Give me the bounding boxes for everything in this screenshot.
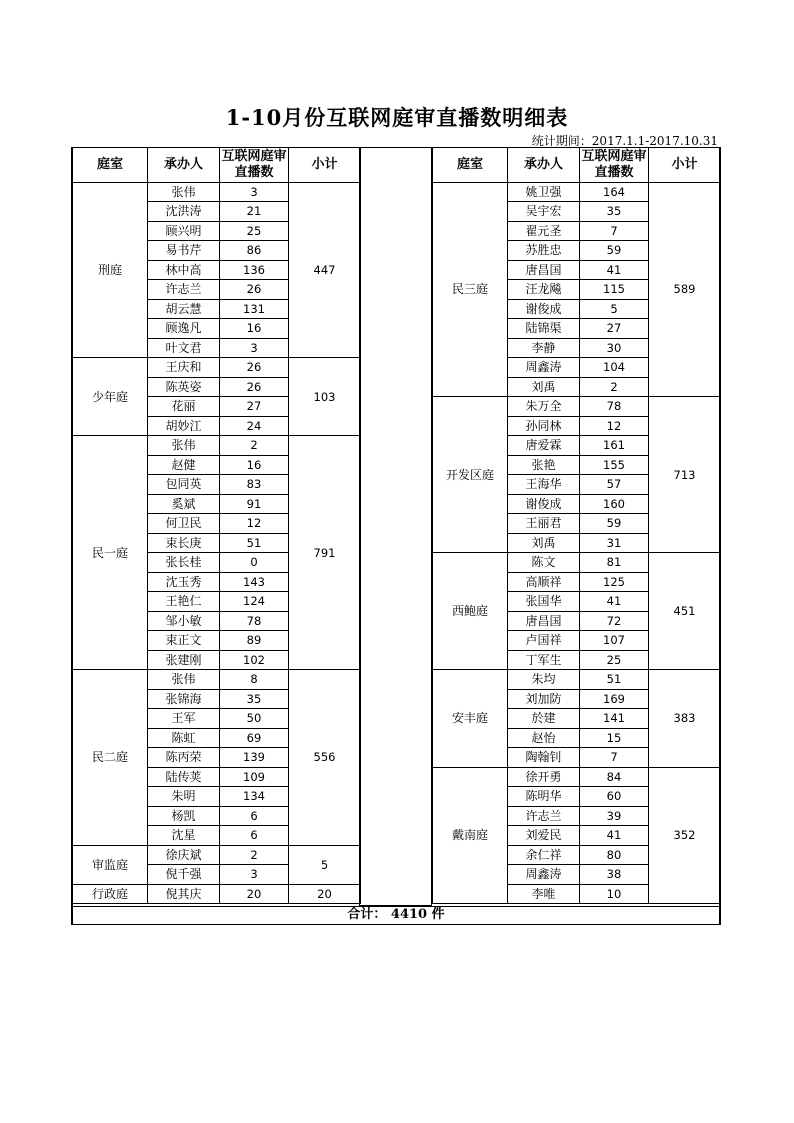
- table-row: [433, 553, 721, 573]
- broadcast-count-cell: 164: [580, 182, 649, 202]
- handler-name-cell: 朱均: [508, 670, 580, 690]
- broadcast-count-cell: 21: [220, 202, 289, 222]
- handler-name-cell: 周鑫涛: [508, 358, 580, 378]
- handler-name-cell: 杨凯: [148, 806, 220, 826]
- table-row: [73, 670, 361, 690]
- handler-name-cell: 王艳仁: [148, 592, 220, 612]
- broadcast-count-cell: 161: [580, 436, 649, 456]
- broadcast-count-cell: 80: [580, 845, 649, 865]
- total-label: 合计：: [347, 907, 387, 922]
- right-table-body: [433, 182, 721, 904]
- broadcast-count-cell: 51: [220, 533, 289, 553]
- table-row: [73, 884, 361, 904]
- handler-name-cell: 刘爱民: [508, 826, 580, 846]
- handler-name-cell: 顾兴明: [148, 221, 220, 241]
- handler-name-cell: 孙同林: [508, 416, 580, 436]
- broadcast-count-cell: 26: [220, 377, 289, 397]
- broadcast-count-cell: 72: [580, 611, 649, 631]
- handler-name-cell: 於建: [508, 709, 580, 729]
- broadcast-count-cell: 26: [220, 280, 289, 300]
- broadcast-count-cell: 107: [580, 631, 649, 651]
- handler-name-cell: 张艳: [508, 455, 580, 475]
- subtotal-cell: 383: [649, 670, 721, 768]
- handler-name-cell: 陈文: [508, 553, 580, 573]
- handler-name-cell: 许志兰: [508, 806, 580, 826]
- handler-name-cell: 何卫民: [148, 514, 220, 534]
- broadcast-count-cell: 141: [580, 709, 649, 729]
- broadcast-count-cell: 35: [580, 202, 649, 222]
- handler-name-cell: 汪龙飚: [508, 280, 580, 300]
- handler-name-cell: 谢俊成: [508, 299, 580, 319]
- court-name-cell: 少年庭: [73, 358, 148, 436]
- subtotal-cell: 20: [289, 884, 361, 904]
- subtotal-cell: 791: [289, 436, 361, 670]
- handler-name-cell: 倪千强: [148, 865, 220, 885]
- broadcast-count-cell: 39: [580, 806, 649, 826]
- header-subtotal: 小计: [649, 148, 721, 183]
- broadcast-count-cell: 2: [220, 845, 289, 865]
- header-court: 庭室: [73, 148, 148, 183]
- handler-name-cell: 张锦海: [148, 689, 220, 709]
- handler-name-cell: 高顺祥: [508, 572, 580, 592]
- handler-name-cell: 朱万全: [508, 397, 580, 417]
- handler-name-cell: 张伟: [148, 436, 220, 456]
- handler-name-cell: 陈英姿: [148, 377, 220, 397]
- court-name-cell: 刑庭: [73, 182, 148, 358]
- broadcast-count-cell: 57: [580, 475, 649, 495]
- handler-name-cell: 苏胜忠: [508, 241, 580, 261]
- handler-name-cell: 翟元圣: [508, 221, 580, 241]
- subtotal-cell: 556: [289, 670, 361, 846]
- handler-name-cell: 易书芹: [148, 241, 220, 261]
- broadcast-count-cell: 24: [220, 416, 289, 436]
- court-name-cell: 西鲍庭: [433, 553, 508, 670]
- court-name-cell: 民三庭: [433, 182, 508, 397]
- handler-name-cell: 陈明华: [508, 787, 580, 807]
- subtotal-cell: 352: [649, 767, 721, 904]
- broadcast-count-cell: 143: [220, 572, 289, 592]
- broadcast-count-cell: 27: [580, 319, 649, 339]
- handler-name-cell: 王丽君: [508, 514, 580, 534]
- grand-total-row: [72, 906, 720, 925]
- handler-name-cell: 陈虹: [148, 728, 220, 748]
- subtotal-cell: 447: [289, 182, 361, 358]
- table-row: [73, 182, 361, 202]
- broadcast-count-cell: 41: [580, 260, 649, 280]
- broadcast-count-cell: 25: [220, 221, 289, 241]
- handler-name-cell: 吴宇宏: [508, 202, 580, 222]
- handler-name-cell: 束长庚: [148, 533, 220, 553]
- court-name-cell: 民一庭: [73, 436, 148, 670]
- table-row: [433, 397, 721, 417]
- handler-name-cell: 张长桂: [148, 553, 220, 573]
- broadcast-count-cell: 160: [580, 494, 649, 514]
- subtotal-cell: 713: [649, 397, 721, 553]
- left-table-body: [73, 182, 361, 904]
- court-name-cell: 行政庭: [73, 884, 148, 904]
- broadcast-count-cell: 89: [220, 631, 289, 651]
- header-subtotal: 小计: [289, 148, 361, 183]
- handler-name-cell: 徐开勇: [508, 767, 580, 787]
- handler-name-cell: 朱明: [148, 787, 220, 807]
- handler-name-cell: 倪其庆: [148, 884, 220, 904]
- handler-name-cell: 王军: [148, 709, 220, 729]
- handler-name-cell: 张伟: [148, 670, 220, 690]
- handler-name-cell: 赵怡: [508, 728, 580, 748]
- handler-name-cell: 顾逸凡: [148, 319, 220, 339]
- handler-name-cell: 唐昌国: [508, 611, 580, 631]
- handler-name-cell: 唐昌国: [508, 260, 580, 280]
- left-detail-table: [72, 147, 361, 904]
- handler-name-cell: 陆传荚: [148, 767, 220, 787]
- handler-name-cell: 胡云慧: [148, 299, 220, 319]
- total-value: 4410: [390, 907, 428, 922]
- broadcast-count-cell: 8: [220, 670, 289, 690]
- handler-name-cell: 许志兰: [148, 280, 220, 300]
- broadcast-count-cell: 83: [220, 475, 289, 495]
- handler-name-cell: 陆锦渠: [508, 319, 580, 339]
- broadcast-count-cell: 131: [220, 299, 289, 319]
- total-unit: 件: [431, 907, 445, 922]
- broadcast-count-cell: 84: [580, 767, 649, 787]
- broadcast-count-cell: 6: [220, 826, 289, 846]
- handler-name-cell: 余仁祥: [508, 845, 580, 865]
- broadcast-count-cell: 136: [220, 260, 289, 280]
- court-name-cell: 开发区庭: [433, 397, 508, 553]
- handler-name-cell: 谢俊成: [508, 494, 580, 514]
- handler-name-cell: 陶翰钊: [508, 748, 580, 768]
- broadcast-count-cell: 86: [220, 241, 289, 261]
- handler-name-cell: 李静: [508, 338, 580, 358]
- handler-name-cell: 沈玉秀: [148, 572, 220, 592]
- handler-name-cell: 沈洪涛: [148, 202, 220, 222]
- broadcast-count-cell: 115: [580, 280, 649, 300]
- table-row: [433, 767, 721, 787]
- broadcast-count-cell: 3: [220, 182, 289, 202]
- broadcast-count-cell: 134: [220, 787, 289, 807]
- broadcast-count-cell: 26: [220, 358, 289, 378]
- broadcast-count-cell: 7: [580, 221, 649, 241]
- header-count: 互联网庭审直播数: [220, 148, 289, 183]
- broadcast-count-cell: 78: [220, 611, 289, 631]
- handler-name-cell: 徐庆斌: [148, 845, 220, 865]
- handler-name-cell: 奚斌: [148, 494, 220, 514]
- broadcast-count-cell: 51: [580, 670, 649, 690]
- handler-name-cell: 包同英: [148, 475, 220, 495]
- broadcast-count-cell: 81: [580, 553, 649, 573]
- handler-name-cell: 张建刚: [148, 650, 220, 670]
- table-row: [73, 436, 361, 456]
- subtotal-cell: 103: [289, 358, 361, 436]
- court-name-cell: 戴南庭: [433, 767, 508, 904]
- broadcast-count-cell: 0: [220, 553, 289, 573]
- broadcast-count-cell: 59: [580, 514, 649, 534]
- broadcast-count-cell: 16: [220, 455, 289, 475]
- broadcast-count-cell: 169: [580, 689, 649, 709]
- broadcast-count-cell: 16: [220, 319, 289, 339]
- broadcast-count-cell: 35: [220, 689, 289, 709]
- broadcast-count-cell: 15: [580, 728, 649, 748]
- handler-name-cell: 周鑫涛: [508, 865, 580, 885]
- broadcast-count-cell: 104: [580, 358, 649, 378]
- handler-name-cell: 赵健: [148, 455, 220, 475]
- column-separator: [359, 147, 432, 906]
- broadcast-count-cell: 25: [580, 650, 649, 670]
- handler-name-cell: 姚卫强: [508, 182, 580, 202]
- broadcast-count-cell: 102: [220, 650, 289, 670]
- table-row: [73, 845, 361, 865]
- page-title: 1-10月份互联网庭审直播数明细表: [225, 105, 569, 130]
- handler-name-cell: 王海华: [508, 475, 580, 495]
- broadcast-count-cell: 124: [220, 592, 289, 612]
- broadcast-count-cell: 60: [580, 787, 649, 807]
- broadcast-count-cell: 3: [220, 338, 289, 358]
- header-court: 庭室: [433, 148, 508, 183]
- handler-name-cell: 陈丙荣: [148, 748, 220, 768]
- handler-name-cell: 束正文: [148, 631, 220, 651]
- court-name-cell: 民二庭: [73, 670, 148, 846]
- subtotal-cell: 589: [649, 182, 721, 397]
- broadcast-count-cell: 41: [580, 592, 649, 612]
- broadcast-count-cell: 38: [580, 865, 649, 885]
- broadcast-count-cell: 2: [220, 436, 289, 456]
- handler-name-cell: 沈星: [148, 826, 220, 846]
- handler-name-cell: 卢国祥: [508, 631, 580, 651]
- broadcast-count-cell: 2: [580, 377, 649, 397]
- statistics-period: 统计期间：2017.1.1-2017.10.31: [531, 134, 718, 148]
- table-row: [433, 670, 721, 690]
- header-handler: 承办人: [148, 148, 220, 183]
- handler-name-cell: 刘禹: [508, 533, 580, 553]
- court-name-cell: 审监庭: [73, 845, 148, 884]
- handler-name-cell: 胡妙江: [148, 416, 220, 436]
- handler-name-cell: 叶文君: [148, 338, 220, 358]
- table-row: [73, 358, 361, 378]
- handler-name-cell: 唐爱霖: [508, 436, 580, 456]
- subtotal-cell: 451: [649, 553, 721, 670]
- broadcast-count-cell: 155: [580, 455, 649, 475]
- broadcast-count-cell: 41: [580, 826, 649, 846]
- court-name-cell: 安丰庭: [433, 670, 508, 768]
- broadcast-count-cell: 69: [220, 728, 289, 748]
- handler-name-cell: 刘禹: [508, 377, 580, 397]
- broadcast-count-cell: 12: [220, 514, 289, 534]
- broadcast-count-cell: 125: [580, 572, 649, 592]
- handler-name-cell: 李唯: [508, 884, 580, 904]
- broadcast-count-cell: 30: [580, 338, 649, 358]
- header-handler: 承办人: [508, 148, 580, 183]
- broadcast-count-cell: 139: [220, 748, 289, 768]
- broadcast-count-cell: 3: [220, 865, 289, 885]
- broadcast-count-cell: 50: [220, 709, 289, 729]
- broadcast-count-cell: 91: [220, 494, 289, 514]
- handler-name-cell: 丁军生: [508, 650, 580, 670]
- handler-name-cell: 花丽: [148, 397, 220, 417]
- broadcast-count-cell: 10: [580, 884, 649, 904]
- table-row: [433, 182, 721, 202]
- subtotal-cell: 5: [289, 845, 361, 884]
- broadcast-count-cell: 6: [220, 806, 289, 826]
- right-detail-table: [432, 147, 721, 904]
- handler-name-cell: 张国华: [508, 592, 580, 612]
- broadcast-count-cell: 27: [220, 397, 289, 417]
- broadcast-count-cell: 78: [580, 397, 649, 417]
- broadcast-count-cell: 7: [580, 748, 649, 768]
- handler-name-cell: 王庆和: [148, 358, 220, 378]
- broadcast-count-cell: 109: [220, 767, 289, 787]
- handler-name-cell: 张伟: [148, 182, 220, 202]
- broadcast-count-cell: 31: [580, 533, 649, 553]
- handler-name-cell: 邹小敏: [148, 611, 220, 631]
- broadcast-count-cell: 59: [580, 241, 649, 261]
- header-count: 互联网庭审直播数: [580, 148, 649, 183]
- broadcast-count-cell: 20: [220, 884, 289, 904]
- broadcast-count-cell: 12: [580, 416, 649, 436]
- handler-name-cell: 刘加防: [508, 689, 580, 709]
- handler-name-cell: 林中高: [148, 260, 220, 280]
- broadcast-count-cell: 5: [580, 299, 649, 319]
